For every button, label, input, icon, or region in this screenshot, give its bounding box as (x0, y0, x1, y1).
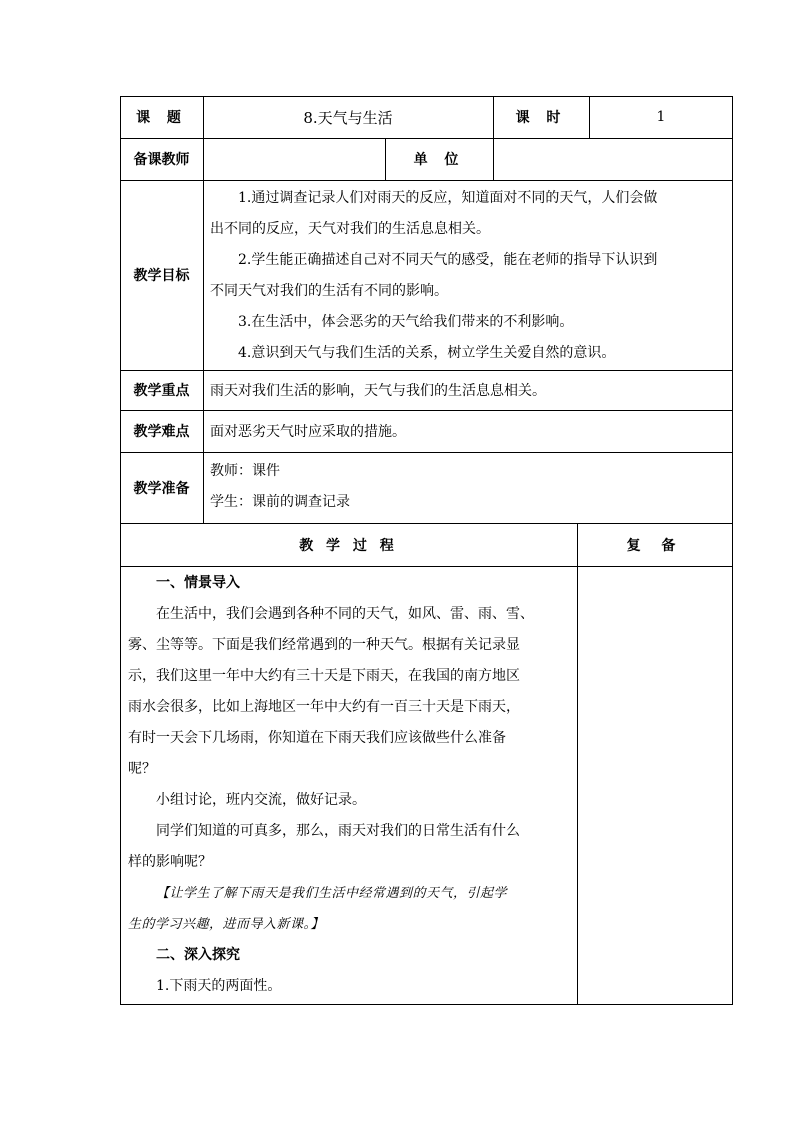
process-content (128, 568, 573, 1002)
key-point-value: 雨天对我们生活的影响，天气与我们的生活息息相关。 (210, 383, 546, 399)
para-1-line-1: 在生活中，我们会遇到各种不同的天气，如风、雷、雨、雪、 (156, 606, 534, 622)
preparation-content (210, 456, 570, 518)
process-header: 教 学 过 程 (299, 537, 398, 554)
para-1-line-3: 示，我们这里一年中大约有三十天是下雨天，在我国的南方地区 (128, 668, 520, 684)
topic-value: 8.天气与生活 (303, 108, 393, 127)
para-1-line-2: 雾、尘等等。下面是我们经常遇到的一种天气。根据有关记录显 (128, 637, 520, 653)
unit-label: 单 位 (413, 152, 465, 168)
goal-2-line-2: 不同天气对我们的生活有不同的影响。 (210, 283, 448, 299)
goal-2-line-1: 2.学生能正确描述自己对不同天气的感受，能在老师的指导下认识到 (238, 252, 658, 268)
teacher-label: 备课教师 (133, 152, 190, 168)
preparation-teacher: 教师：课件 (210, 463, 280, 479)
goal-1-line-2: 出不同的反应，天气对我们的生活息息相关。 (210, 221, 490, 237)
goals-content (210, 183, 728, 369)
design-note-line-2: 生的学习兴趣，进而导入新课。】 (128, 917, 325, 932)
section-1-title: 一、情景导入 (156, 575, 240, 591)
row-divider (120, 452, 733, 453)
goal-3: 3.在生活中，体会恶劣的天气给我们带来的不利影响。 (238, 314, 574, 330)
topic-label: 课 题 (136, 110, 187, 126)
goal-4: 4.意识到天气与我们生活的关系，树立学生关爱自然的意识。 (238, 345, 616, 361)
row-divider (120, 180, 733, 181)
para-3-line-1: 同学们知道的可真多，那么，雨天对我们的日常生活有什么 (156, 823, 520, 839)
preparation-student: 学生：课前的调查记录 (210, 494, 350, 510)
para-2: 小组讨论，班内交流，做好记录。 (156, 792, 366, 808)
column-divider (577, 523, 578, 1005)
para-3-line-2: 样的影响呢？ (128, 854, 212, 870)
subsection-1: 1.下雨天的两面性。 (156, 978, 282, 994)
preparation-label: 教学准备 (133, 480, 190, 497)
para-1-line-5: 有时一天会下几场雨，你知道在下雨天我们应该做些什么准备 (128, 730, 506, 746)
unit-value (493, 138, 733, 180)
para-1-line-4: 雨水会很多，比如上海地区一年中大约有一百三十天是下雨天， (128, 699, 520, 715)
design-note-line-1: 【让学生了解下雨天是我们生活中经常遇到的天气，引起学 (156, 886, 508, 901)
difficulty-label: 教学难点 (133, 424, 190, 440)
difficulty-value: 面对恶劣天气时应采取的措施。 (210, 424, 406, 440)
goals-label: 教学目标 (133, 268, 190, 284)
goal-1-line-1: 1.通过调查记录人们对雨天的反应，知道面对不同的天气，人们会做 (238, 190, 658, 206)
row-divider (120, 566, 733, 567)
teacher-value (203, 138, 385, 180)
review-header: 复 备 (626, 537, 684, 554)
period-value: 1 (656, 109, 666, 125)
para-1-line-6: 呢？ (128, 761, 156, 777)
key-point-label: 教学重点 (133, 383, 190, 399)
section-2-title: 二、深入探究 (156, 947, 240, 963)
period-label: 课 时 (515, 110, 567, 126)
